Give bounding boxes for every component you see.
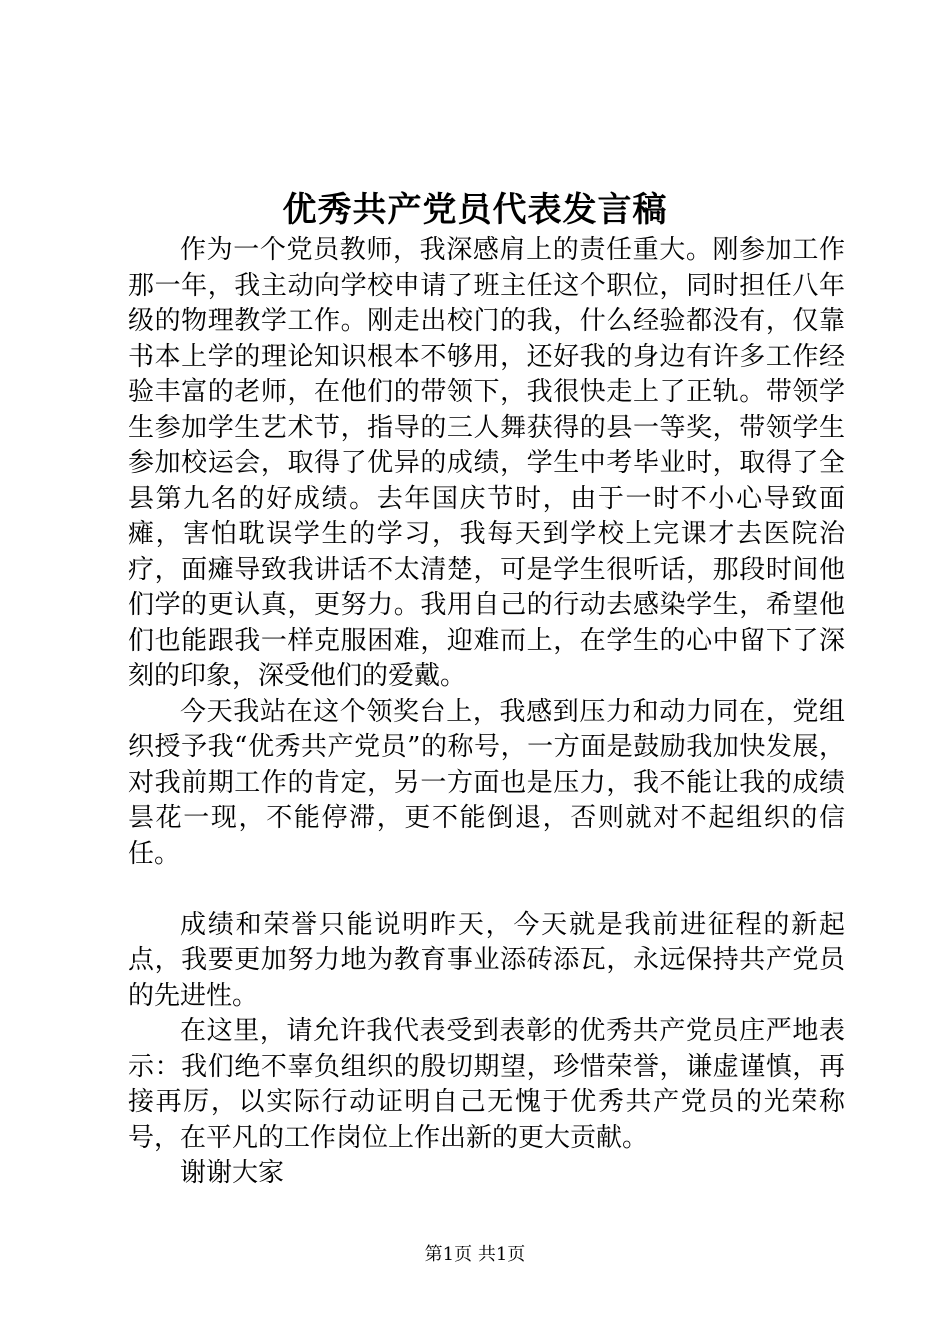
document-title: 优秀共产党员代表发言稿 bbox=[282, 190, 668, 230]
paragraph-gap bbox=[128, 872, 845, 908]
paragraph-4: 在这里，请允许我代表受到表彰的优秀共产党员庄严地表示：我们绝不辜负组织的殷切期望，珍惜荣誉，谦虚谨慎，再接再厉，以实际行动证明自己无愧于优秀共产党员的光荣称号，在平凡的工作岗位上作出新的更大贡献。 bbox=[128, 1016, 845, 1153]
page-footer: 第1页 共1页 bbox=[424, 1244, 526, 1265]
paragraph-3: 成绩和荣誉只能说明昨天，今天就是我前进征程的新起点，我要更加努力地为教育事业添砖添瓦，永远保持共产党员的先进性。 bbox=[128, 909, 845, 1011]
paragraph-1: 作为一个党员教师，我深感肩上的责任重大。刚参加工作那一年，我主动向学校申请了班主任这个职位，同时担任八年级的物理教学工作。刚走出校门的我，什么经验都没有，仅靠书本上学的理论知识根本不够用，还好我的身边有许多工作经验丰富的老师，在他们的带领下，我很快走上了正轨。带领学生参加学生艺术节，指导的三人舞获得的县一等奖，带领学生参加校运会，取得了优异的成绩，学生中考毕业时，取得了全县第九名的好成绩。去年国庆节时，由于一时不小心导致面瘫，害怕耽误学生的学习，我每天到学校上完课才去医院治疗，面瘫导致我讲话不太清楚，可是学生很听话，那段时间他们学的更认真，更努力。我用自己的行动去感染学生，希望他们也能跟我一样克服困难，迎难而上，在学生的心中留下了深刻的印象，深受他们的爱戴。 bbox=[128, 235, 845, 691]
closing-line: 谢谢大家 bbox=[180, 1158, 285, 1188]
document-body bbox=[128, 233, 845, 1192]
paragraph-2: 今天我站在这个领奖台上，我感到压力和动力同在，党组织授予我“优秀共产党员”的称号，一方面是鼓励我加快发展，对我前期工作的肯定，另一方面也是压力，我不能让我的成绩昙花一现，不能停滞，更不能倒退，否则就对不起组织的信任。 bbox=[128, 696, 845, 869]
